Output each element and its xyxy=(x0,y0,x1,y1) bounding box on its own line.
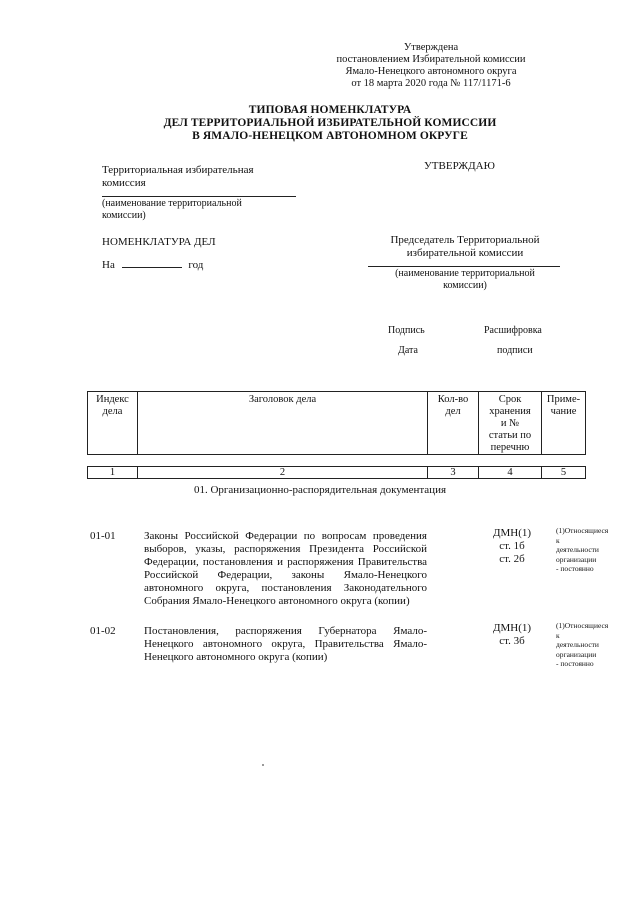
approval-line: Ямало-Ненецкого автономного округа xyxy=(345,66,517,77)
table-border xyxy=(87,454,586,455)
column-number: 3 xyxy=(450,467,456,478)
header-note: Приме- чание xyxy=(546,394,581,417)
row-term: ДМН(1) ст. 1б ст. 2б xyxy=(492,527,532,565)
signature-label: Подпись xyxy=(388,325,425,336)
column-number: 5 xyxy=(560,467,567,478)
row-heading: Постановления, распоряжения Губернатора Ямало-Ненецкого автономного округа, Правительства Ямало-Ненецкого автономного округа (копии) xyxy=(144,625,427,663)
header-index: Индекс дела xyxy=(96,394,129,417)
row-note: (1)Относящиеся к деятельности организации - постоянно xyxy=(556,621,609,668)
section-title: 01. Организационно-распорядительная документация xyxy=(193,484,447,496)
approval-line: Утверждена xyxy=(403,42,459,53)
header-heading: Заголовок дела xyxy=(248,394,317,405)
approval-line: от 18 марта 2020 года № 117/1171-6 xyxy=(351,78,511,89)
column-number: 2 xyxy=(279,467,286,478)
approve-label: УТВЕРЖДАЮ xyxy=(424,160,495,172)
row-index: 01-02 xyxy=(90,625,116,637)
approval-line: постановлением Избирательной комиссии xyxy=(336,54,526,65)
row-heading: Законы Российской Федерации по вопросам проведения выборов, указы, распоряжения Президента Российской Федерации, постановления и распоряжения Правительства Российской Федерации, законы Ямало-Ненецкого автономного округа, постановления Законодательного Собрания Ямало-Ненецкого автономного округа (копии) xyxy=(144,530,427,607)
year-line: На год xyxy=(102,259,204,271)
header-term: Срок хранения и № статьи по перечню xyxy=(488,394,532,453)
commission-name-hint: (наименование территориальной комиссии) xyxy=(102,198,242,221)
document-title xyxy=(130,104,530,143)
table-border xyxy=(585,466,586,479)
title-line: ТИПОВАЯ НОМЕНКЛАТУРА xyxy=(248,104,412,116)
title-line: ДЕЛ ТЕРРИТОРИАЛЬНОЙ ИЗБИРАТЕЛЬНОЙ КОМИССИИ xyxy=(163,117,497,129)
approval-block xyxy=(300,42,562,90)
column-number: 4 xyxy=(507,467,513,478)
chair-name-field xyxy=(368,266,560,267)
decoding-label-2: подписи xyxy=(497,345,533,356)
year-blank xyxy=(122,258,182,268)
date-label: Дата xyxy=(398,345,418,356)
column-number: 1 xyxy=(109,467,116,478)
commission-name-field xyxy=(102,196,296,197)
decoding-label: Расшифровка xyxy=(484,325,542,336)
row-note: (1)Относящиеся к деятельности организации - постоянно xyxy=(556,526,609,573)
nomenclature-label: НОМЕНКЛАТУРА ДЕЛ xyxy=(102,236,216,248)
chair-label: Председатель Территориальной избирательной комиссии xyxy=(390,234,540,259)
table-border xyxy=(87,391,586,392)
chair-name-hint: (наименование территориальной комиссии) xyxy=(395,268,535,291)
scan-speck xyxy=(262,764,264,766)
title-line: В ЯМАЛО-НЕНЕЦКОМ АВТОНОМНОМ ОКРУГЕ xyxy=(192,130,468,142)
commission-label: Территориальная избирательная комиссия xyxy=(102,164,254,189)
header-count: Кол-во дел xyxy=(437,394,469,417)
table-border xyxy=(585,391,586,455)
row-index: 01-01 xyxy=(90,530,116,542)
row-term: ДМН(1) ст. 3б xyxy=(492,622,532,647)
